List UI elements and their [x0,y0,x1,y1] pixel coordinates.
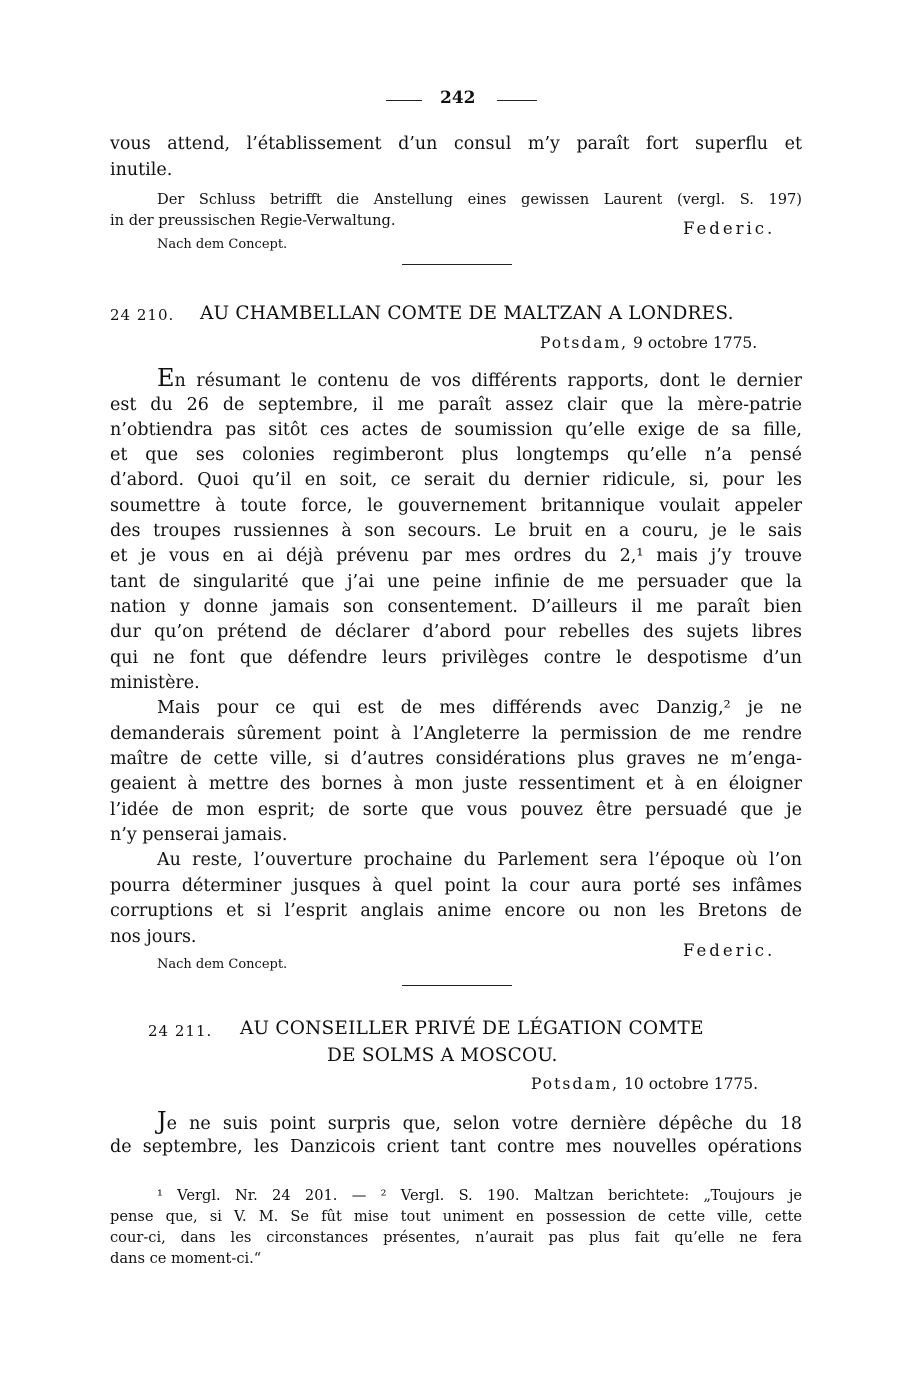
letter-1-p1-line: d’abord. Quoi qu’il en soit, ce serait du dernier ridicule, si, pour les [110,470,802,490]
letter-1-p3-line: Au reste, l’ouverture prochaine du Parlement sera l’époque où l’on [157,850,802,870]
letter-1-p1-line: et que ses colonies regimberont plus longtemps qu’elle n’a pensé [110,445,802,465]
letter-2-place: Potsdam, [531,1075,620,1093]
letter-2-first-line [157,1109,802,1137]
letter-1-p2-line: l’idée de mon esprit; de sorte que vous pouvez être persuadé que je [110,800,802,820]
letter-1-p3-line: pourra déterminer jusques à quel point la cour aura porté ses infâmes [110,876,802,896]
letter-1-first-line-rest: n résumant le contenu de vos différents rapports, dont le dernier [174,371,802,391]
letter-2-title-line-1: AU CONSEILLER PRIVÉ DE LÉGATION COMTE [240,1018,704,1039]
letter-2-title-line-2: DE SOLMS A MOSCOU. [327,1045,558,1066]
intro-source: Nach dem Concept. [157,237,288,252]
letter-2-date: 10 octobre 1775. [624,1075,759,1093]
letter-1-p1-line: et je vous en ai déjà prévenu par mes ordres du 2,¹ mais j’y trouve [110,546,802,566]
section-divider-2 [402,985,512,986]
letter-1-p1-line: n’obtiendra pas sitôt ces actes de soumission qu’elle exige de sa fille, [110,420,802,440]
letter-1-dateline [540,334,757,352]
letter-1-p1-line: tant de singularité que j’ai une peine infinie de me persuader que la [110,572,802,592]
intro-note-line-1: Der Schluss betrifft die Anstellung eines gewissen Laurent (vergl. S. 197) [157,191,802,208]
letter-1-drop-letter: E [157,364,175,392]
letter-1-p2-line: maître de cette ville, si d’autres considérations plus graves ne m’enga- [110,749,802,769]
letter-1-title: AU CHAMBELLAN COMTE DE MALTZAN A LONDRES. [200,303,734,324]
letter-1-p1-line: dur qu’on prétend de déclarer d’abord pour rebelles des sujets libres [110,622,802,642]
letter-1-p2-last-line: n’y penserai jamais. [110,825,288,845]
footnote-line: ¹ Vergl. Nr. 24 201. — ² Vergl. S. 190. Maltzan berichtete: „Toujours je [157,1187,802,1204]
letter-1-p3-line: corruptions et si l’esprit anglais anime encore ou non les Bretons de [110,901,802,921]
footnote-line: pense que, si V. M. Se fût mise tout uniment en possession de cette ville, cette [110,1208,802,1225]
letter-1-p2-line: demanderais sûrement point à l’Angleterre la permission de me rendre [110,724,802,744]
intro-note-line-2: in der preussischen Regie-Verwaltung. [110,212,396,229]
letter-2-drop-letter: J [157,1107,167,1135]
section-divider-1 [402,264,512,265]
intro-line-2: inutile. [110,160,173,180]
intro-line-1: vous attend, l’établissement d’un consul m’y paraît fort superflu et [110,134,802,154]
letter-1-source: Nach dem Concept. [157,957,288,972]
letter-1-p3-last-line: nos jours. [110,927,197,947]
letter-2-second-line: de septembre, les Danzicois crient tant contre mes nouvelles opérations [110,1137,802,1157]
letter-1-p1-last-line: ministère. [110,673,200,693]
header-rule-right [497,100,537,101]
letter-1-date: 9 octobre 1775. [633,334,758,352]
intro-signature: Federic. [683,219,776,238]
letter-1-number: 24 210. [110,306,175,324]
letter-1-place: Potsdam, [540,334,629,352]
letter-2-first-line-rest: e ne suis point surpris que, selon votre dernière dépêche du 18 [166,1114,802,1134]
letter-1-first-line [157,366,802,394]
letter-1-p1-line: des troupes russiennes à son secours. Le bruit en a couru, je le sais [110,521,802,541]
letter-1-p2-line: geaient à mettre des bornes à mon juste ressentiment et à en éloigner [110,774,802,794]
letter-1-signature: Federic. [683,941,776,960]
letter-1-p1-line: nation y donne jamais son consentement. D’ailleurs il me paraît bien [110,597,802,617]
letter-2-dateline [531,1075,758,1093]
letter-1-p1-line: est du 26 de septembre, il me paraît assez clair que la mère-patrie [110,395,802,415]
letter-2-number: 24 211. [148,1022,213,1040]
letter-1-p1-line: soumettre à toute force, le gouvernement britannique voulait appeler [110,496,802,516]
letter-1-p2-line: Mais pour ce qui est de mes différends avec Danzig,² je ne [157,698,802,718]
letter-1-p1-line: qui ne font que défendre leurs privilèges contre le despotisme d’un [110,648,802,668]
footnote-line: cour-ci, dans les circonstances présentes, n’aurait pas plus fait qu’elle ne fera [110,1229,802,1246]
page-number: 242 [440,88,476,108]
header-rule-left [386,100,422,101]
footnote-last-line: dans ce moment-ci.“ [110,1250,262,1267]
